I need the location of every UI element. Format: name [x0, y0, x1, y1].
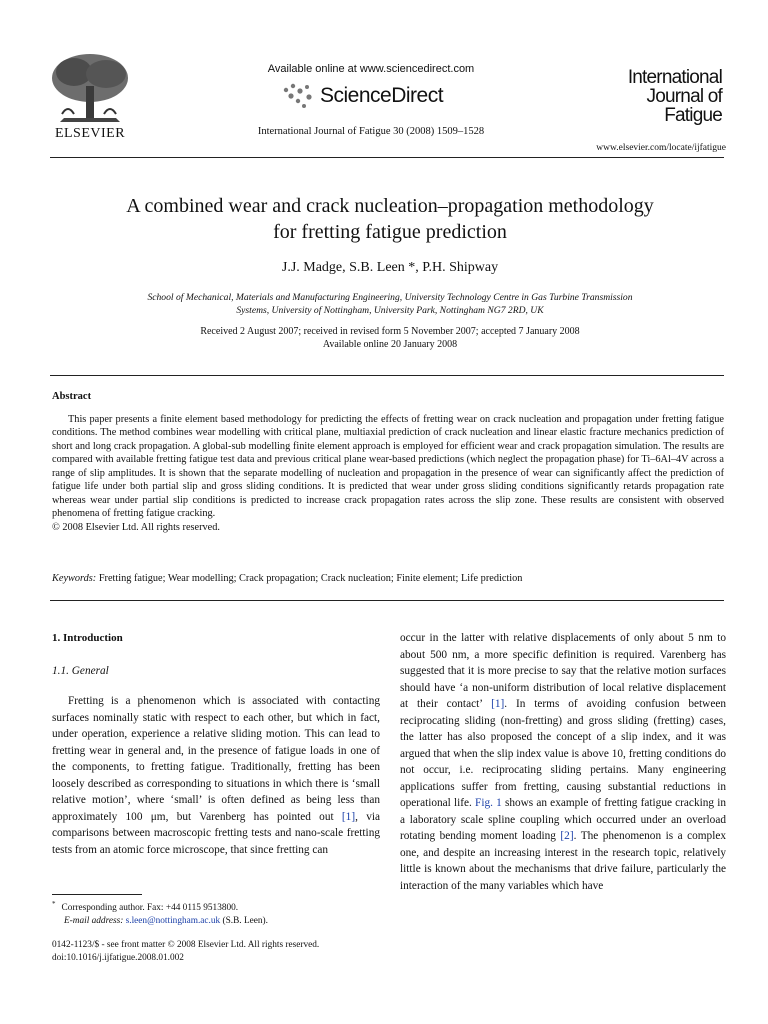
affiliation-line-2: Systems, University of Nottingham, University Park, Nottingham NG7 2RD, UK	[236, 305, 544, 316]
abstract-bottom-rule	[50, 600, 724, 601]
journal-logo-line-2: Journal of	[646, 86, 722, 107]
footnote-mark: *	[52, 900, 56, 908]
paragraph-varenberg-mid: . In terms of avoiding confusion between reciprocating sliding (non-fretting) and gross sliding (fretting) cases, the latter has also proposed the concept of a slip index, and it was argued that when the slip index value is above 10, fretting conditions do not occur, i.e. reciprocating sliding pertains. Many engineering applications suffer from fretting, causing substantial reductions in operational life.	[400, 698, 727, 809]
abstract-body	[52, 413, 724, 534]
footnote-email	[52, 915, 382, 928]
keywords	[52, 573, 724, 584]
available-online: Available online at www.sciencedirect.com	[267, 63, 475, 75]
elsevier-logo	[40, 48, 140, 128]
footnote	[52, 898, 382, 927]
journal-logo-line-3: Fatigue	[664, 105, 722, 126]
paragraph-varenberg	[400, 630, 726, 894]
journal-url[interactable]: www.elsevier.com/locate/ijfatigue	[596, 143, 726, 153]
keywords-label: Keywords:	[52, 573, 97, 584]
available-line: Available online 20 January 2008	[322, 339, 458, 350]
doi-line[interactable]: doi:10.1016/j.ijfatigue.2008.01.002	[52, 952, 184, 963]
paragraph-fretting-text: Fretting is a phenomenon which is associated with contacting surfaces nominally static with respect to each other, but which in fact, under operation, experience a relative sliding motion. This can lead to fretting wear in general and, in the presence of fatigue loads in one of the components, to fretting fatigue. Traditionally, fretting has been loosely described as corresponding to situations in which there is ‘small relative motion’, where ‘small’ is often defined as being less than approximately 100 μm, but Varenberg has pointed out	[52, 695, 380, 823]
paragraph-varenberg-b: shows an example of fretting fatigue cracking in a laboratory scale spline coupling which occurred under an overload rotating bending moment loading	[400, 797, 726, 842]
abstract-text: This paper presents a finite element based methodology for predicting the effects of fretting wear on crack nucleation and propagation under fretting fatigue conditions. The method combines wear modelling with critical plane, multiaxial prediction of crack nucleation and linear elastic fracture mechanics prediction of short and long crack propagation. A global-sub modelling finite element approach is employed for efficient wear and crack propagation simulation. The results are compared with available fretting fatigue test data and previous critical plane wear-based predictions (which neglect the propagation phase) for Ti–6Al–4V across a range of slip amplitudes. It is shown that the separate modelling of nucleation and propagation in the presence of wear can significantly affect the prediction of fatigue life under both partial slip and gross sliding conditions. It is predicted that wear under gross sliding conditions significantly retards propagation rate whereas wear under partial slip conditions is predicted to increase crack propagation rates across the slip zone. These results are consistent with observed phenomena of fretting fatigue cracking.	[52, 414, 724, 520]
affiliation	[80, 291, 700, 317]
sciencedirect-wordmark: ScienceDirect	[320, 84, 444, 107]
subsection-heading: 1.1. General	[52, 664, 109, 677]
issn-line: 0142-1123/$ - see front matter © 2008 Elsevier Ltd. All rights reserved.	[52, 940, 320, 950]
email-link[interactable]: s.leen@nottingham.ac.uk	[125, 915, 221, 926]
paragraph-fretting	[52, 693, 380, 858]
header-rule	[50, 157, 724, 158]
figure-link-1[interactable]: Fig. 1	[475, 797, 502, 809]
paragraph-fretting-end: , via comparisons between macroscopic fretting tests and nano-scale fretting tests from an atomic force microscope, that since fretting can	[52, 810, 380, 856]
sciencedirect-dots-icon	[282, 82, 318, 112]
email-suffix: (S.B. Leen).	[222, 915, 268, 926]
abstract-heading: Abstract	[52, 391, 92, 402]
abstract-top-rule	[50, 375, 724, 376]
right-column	[400, 630, 726, 894]
affiliation-line-1: School of Mechanical, Materials and Manufacturing Engineering, University Technology Centre in Gas Turbine Transmission	[147, 292, 633, 303]
publisher-name: ELSEVIER	[54, 126, 126, 141]
reference-link-1b[interactable]: [1]	[491, 698, 505, 710]
footnote-corresponding	[52, 898, 382, 915]
article-title	[40, 193, 740, 245]
left-column	[52, 630, 380, 858]
article-title-line-1: A combined wear and crack nucleation–propagation methodology	[126, 195, 654, 217]
paragraph-varenberg-text: occur in the latter with relative displacements of only about 5 nm to about 500 nm, a more specific definition is required. Varenberg has suggested that it is more precise to say that the relative motion surfaces should have ‘a non-uniform distribution of local relative displacement at their contact’	[400, 632, 726, 710]
paragraph-varenberg-c: . The phenomenon is a complex one, and despite an increasing interest in the research topic, relatively little is known about the mechanisms that drive failure, particularly the interaction of the many variables which have	[400, 830, 727, 892]
journal-logo-line-1: International	[627, 67, 722, 88]
keywords-list: Fretting fatigue; Wear modelling; Crack propagation; Crack nucleation; Finite element; Life prediction	[98, 573, 523, 584]
reference-link-1[interactable]: [1]	[341, 810, 356, 823]
journal-citation: International Journal of Fatigue 30 (2008) 1509–1528	[257, 126, 485, 137]
article-title-line-2: for fretting fatigue prediction	[273, 221, 507, 243]
section-heading: 1. Introduction	[52, 632, 123, 644]
footer-info	[52, 939, 452, 964]
author-list: J.J. Madge, S.B. Leen *, P.H. Shipway	[281, 260, 499, 275]
abstract-copyright: © 2008 Elsevier Ltd. All rights reserved.	[52, 521, 220, 533]
footnote-corresponding-text: Corresponding author. Fax: +44 0115 9513800.	[61, 903, 239, 914]
elsevier-tree-icon	[40, 48, 140, 128]
reference-link-2[interactable]: [2]	[560, 830, 574, 842]
received-dates	[80, 325, 700, 351]
email-label: E-mail address:	[64, 915, 124, 926]
sciencedirect-logo	[282, 80, 482, 114]
footnote-rule	[52, 894, 142, 895]
journal-logo	[598, 68, 722, 125]
received-line: Received 2 August 2007; received in revised form 5 November 2007; accepted 7 January 2008	[200, 326, 580, 337]
